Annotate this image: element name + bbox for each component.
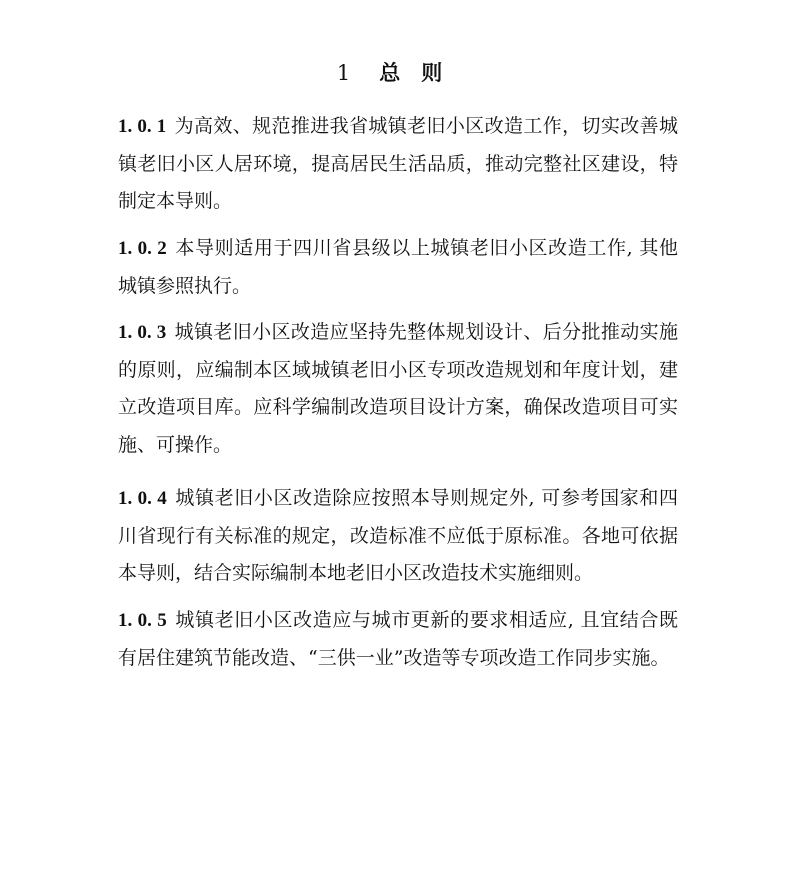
clause-number: 1. 0. 5 xyxy=(118,610,167,631)
clause-number: 1. 0. 1 xyxy=(118,116,167,137)
clause-text-line: 本导则。 xyxy=(156,190,233,213)
clause-text-line: 城镇老旧小区改造应与城市更新的要求相适应, 且宜结合既有 xyxy=(118,609,678,669)
clause-number: 1. 0. 3 xyxy=(118,322,167,343)
clause-text-line: 城镇老旧小区改造除应按照本导则规定外, 可参考国家和四川 xyxy=(118,487,678,547)
clause-text-line: 则，结合实际编制本地老旧小区改造技术实施细则。 xyxy=(156,562,594,585)
clause-1-0-2 xyxy=(118,230,678,305)
chapter-title xyxy=(0,58,790,88)
clause-text-line: 城镇老旧小区改造应坚持先整体规划设计、后分批推动实施的 xyxy=(118,321,678,381)
clause-text-line: 居住建筑节能改造、“三供一业”改造等专项改造工作同步实施。 xyxy=(137,646,670,669)
clause-text-line: 造项目库。应科学编制改造项目设计方案，确保改造项目可实施、可 xyxy=(118,396,678,456)
clause-text-line: 省现行有关标准的规定，改造标准不应低于原标准。各地可依据本导 xyxy=(118,524,678,585)
clause-1-0-4 xyxy=(118,480,678,593)
clause-text-line: 原则，应编制本区域城镇老旧小区专项改造规划和年度计划，建立改 xyxy=(118,358,678,419)
clause-text-line: 操作。 xyxy=(175,433,233,456)
clause-1-0-5 xyxy=(118,602,678,677)
chapter-number: 1 xyxy=(336,61,352,85)
clause-number: 1. 0. 4 xyxy=(118,488,167,509)
clause-text-line: 为高效、规范推进我省城镇老旧小区改造工作，切实改善城镇 xyxy=(118,115,678,175)
chapter-title-char: 则 xyxy=(421,60,444,85)
chapter-title-char: 总 xyxy=(379,60,402,85)
clause-1-0-1 xyxy=(118,108,678,221)
clause-text-line: 本导则适用于四川省县级以上城镇老旧小区改造工作, 其他城 xyxy=(118,237,678,297)
clause-number: 1. 0. 2 xyxy=(118,238,167,259)
clause-text-line: 镇参照执行。 xyxy=(137,274,252,297)
clause-1-0-3 xyxy=(118,314,678,464)
clause-text-line: 老旧小区人居环境，提高居民生活品质，推动完整社区建设，特制定 xyxy=(118,152,678,213)
